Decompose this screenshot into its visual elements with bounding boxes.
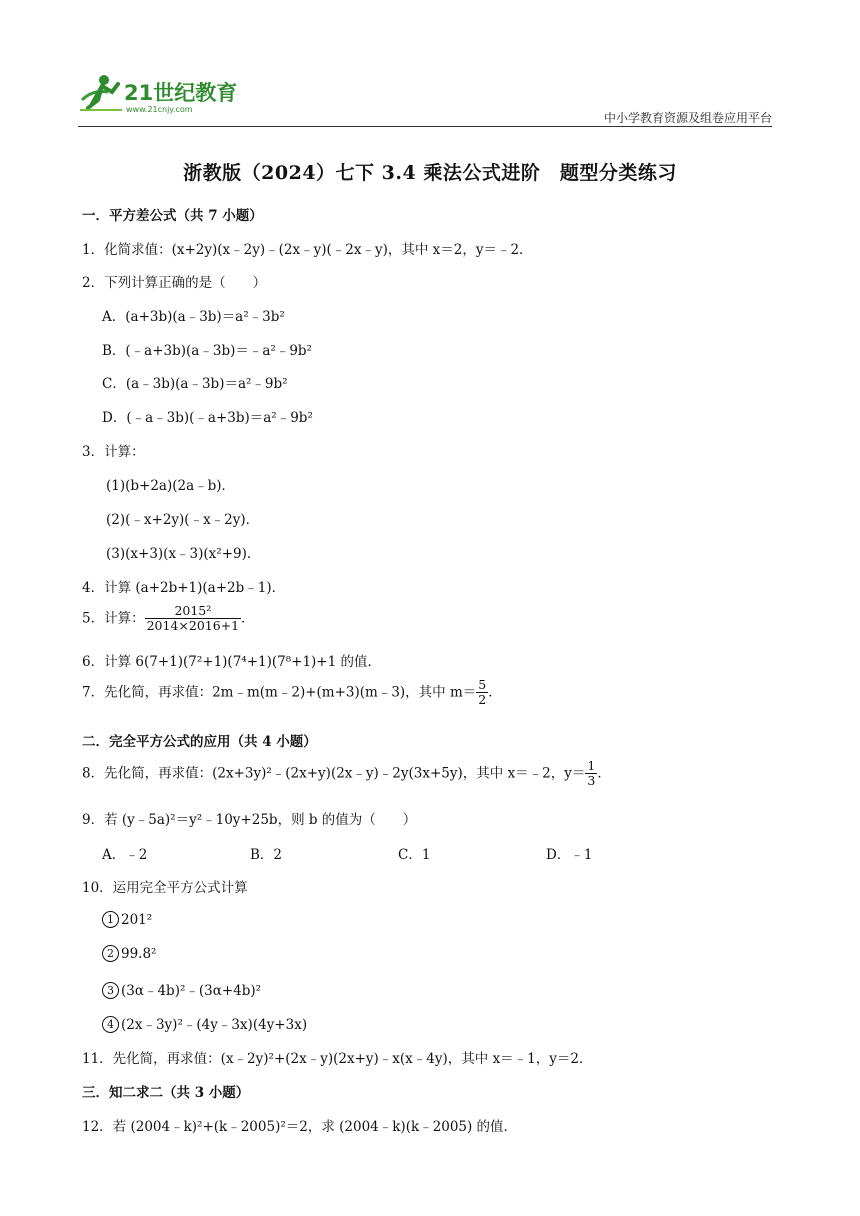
question-9-option-b: B．2 [250, 847, 283, 863]
question-4: 4．计算 (a+2b+1)(a+2b﹣1)． [82, 580, 286, 596]
question-9-option-a: A．﹣2 [102, 847, 148, 863]
item-text: 99.8² [121, 946, 157, 962]
svg-text:www.21cnjy.com: www.21cnjy.com [126, 105, 193, 114]
question-3-part-2: (2)(﹣x+2y)(﹣x﹣2y)． [106, 512, 260, 528]
section-heading-3: 三．知二求二（共 3 小题） [82, 1085, 250, 1101]
question-10-item-2 [102, 945, 156, 962]
question-2: 2．下列计算正确的是（ ） [82, 275, 267, 291]
question-3-part-1: (1)(b+2a)(2a﹣b)． [106, 478, 236, 494]
question-7 [82, 678, 502, 708]
question-8-prefix: 8．先化简，再求值：(2x+3y)²﹣(2x+y)(2x﹣y)﹣2y(3x+5y)，其中 x＝﹣2，y＝ [82, 765, 586, 782]
question-3-part-3: (3)(x+3)(x﹣3)(x²+9)． [106, 546, 261, 562]
question-7-fraction [476, 678, 488, 708]
question-2-option-c: C．(a﹣3b)(a﹣3b)＝a²﹣9b² [102, 376, 288, 392]
question-9-option-c: C．1 [398, 847, 431, 863]
circled-number: 3 [102, 982, 119, 999]
question-9: 9．若 (y﹣5a)²＝y²﹣10y+25b，则 b 的值为（ ） [82, 812, 417, 828]
question-1: 1．化简求值：(x+2y)(x﹣2y)﹣(2x﹣y)(﹣2x﹣y)，其中 x＝2，y＝﹣2． [82, 242, 533, 258]
circled-number: 4 [102, 1016, 119, 1033]
question-9-option-d: D．﹣1 [546, 847, 593, 863]
question-5 [82, 604, 255, 634]
question-6: 6．计算 6(7+1)(7²+1)(7⁴+1)(7⁸+1)+1 的值． [82, 654, 381, 670]
question-3: 3．计算： [82, 444, 145, 460]
page-title: 浙教版（2024）七下 3.4 乘法公式进阶 题型分类练习 [183, 162, 677, 184]
item-text: 201² [121, 912, 153, 928]
question-5-suffix: ． [241, 610, 255, 627]
question-5-prefix: 5．计算： [82, 610, 145, 627]
item-text: (2x﹣3y)²﹣(4y﹣3x)(4y+3x) [121, 1017, 308, 1033]
question-11: 11．先化简，再求值：(x﹣2y)²+(2x﹣y)(2x+y)﹣x(x﹣4y)，其中 x＝﹣1，y＝2． [82, 1051, 593, 1067]
question-9-options [102, 843, 694, 863]
section-heading-2: 二．完全平方公式的应用（共 4 小题） [82, 734, 317, 750]
question-10: 10．运用完全平方公式计算 [82, 880, 248, 896]
section-heading-1: 一．平方差公式（共 7 小题） [82, 208, 263, 224]
circled-number: 1 [102, 911, 119, 928]
fraction-denominator: 2014×2016+1 [146, 618, 240, 634]
fraction-numerator: 5 [478, 677, 487, 692]
question-5-fraction [145, 604, 242, 634]
question-8 [82, 759, 611, 789]
question-8-fraction [585, 759, 597, 789]
question-10-item-3 [102, 979, 261, 999]
question-8-suffix: ． [597, 765, 611, 782]
question-2-option-b: B．(﹣a+3b)(a﹣3b)＝﹣a²﹣9b² [102, 343, 312, 359]
fraction-denominator: 2 [478, 692, 487, 708]
fraction-numerator: 1 [587, 758, 596, 773]
header-rule [78, 126, 772, 127]
question-12: 12．若 (2004﹣k)²+(k﹣2005)²＝2，求 (2004﹣k)(k﹣2005) 的值． [82, 1119, 518, 1135]
platform-label: 中小学教育资源及组卷应用平台 [603, 111, 772, 125]
fraction-denominator: 3 [587, 773, 596, 789]
logo [78, 70, 248, 116]
question-2-option-d: D．(﹣a﹣3b)(﹣a+3b)＝a²﹣9b² [102, 410, 313, 426]
question-7-suffix: ． [488, 684, 502, 701]
svg-text:21世纪教育: 21世纪教育 [124, 81, 238, 105]
question-10-item-4 [102, 1013, 307, 1033]
question-2-option-a: A．(a+3b)(a﹣3b)＝a²﹣3b² [102, 309, 285, 325]
fraction-numerator: 2015² [174, 603, 212, 618]
item-text: (3α﹣4b)²﹣(3α+4b)² [121, 983, 262, 999]
question-7-prefix: 7．先化简，再求值：2m﹣m(m﹣2)+(m+3)(m﹣3)，其中 m＝ [82, 684, 477, 701]
question-10-item-1 [102, 911, 152, 928]
circled-number: 2 [102, 945, 119, 962]
